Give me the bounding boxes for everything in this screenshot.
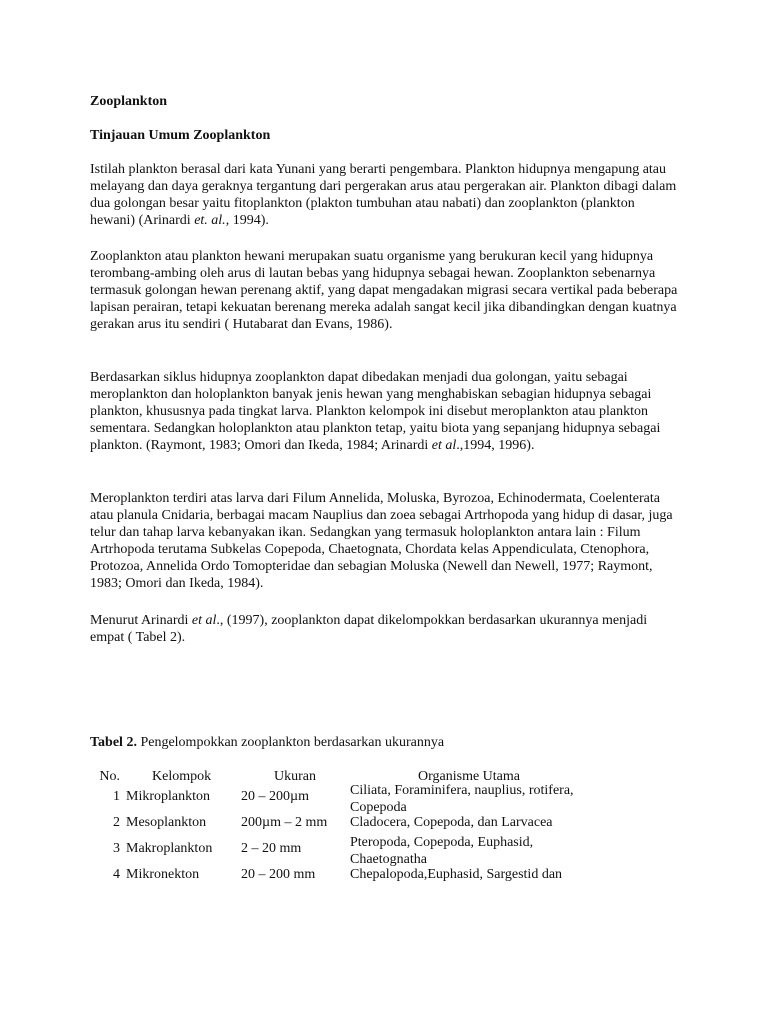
table-row	[90, 783, 690, 815]
cell-no: 4	[113, 867, 120, 882]
paragraph-5	[90, 612, 682, 646]
table-row	[90, 835, 690, 867]
cell-ukuran: 200µm – 2 mm	[241, 815, 328, 830]
paragraph-3-italic: et al	[431, 438, 457, 453]
cell-kelompok: Mikroplankton	[126, 789, 210, 804]
paragraph-3	[90, 369, 682, 454]
header-kelompok: Kelompok	[152, 769, 212, 784]
table-caption-label: Tabel 2.	[90, 735, 137, 750]
header-organisme: Organisme Utama	[418, 769, 520, 784]
table-caption	[90, 734, 682, 751]
paragraph-5-text: Menurut Arinardi	[90, 613, 192, 628]
paragraph-2: Zooplankton atau plankton hewani merupakan suatu organisme yang berukuran kecil yang hidupnya terombang-ambing oleh arus di lautan bebas yang hidupnya sebagai hewan. Zooplankton sebenarnya termasuk golongan hewan perenang aktif, yang dapat mengadakan migrasi secara vertikal pada beberapa lapisan perairan, tetapi kekuatan berenang mereka adalah sangat kecil jika dibandingkan dengan kuatnya gerakan arus itu sendiri ( Hutabarat dan Evans, 1986).	[90, 249, 678, 332]
paragraph-3-text: Berdasarkan siklus hidupnya zooplankton dapat dibedakan menjadi dua golongan, yaitu sebagai meroplankton dan holoplankton banyak jenis hewan yang menghabiskan sebagian hidupnya sebagai plankton, khususnya pada tingkat larva. Plankton kelompok ini disebut meroplankton atau plankton sementara. Sedangkan holoplankton atau plankton tetap, yaitu biota yang sepanjang hidupnya sebagai plankton. (Raymont, 1983; Omori dan Ikeda, 1984; Arinardi	[90, 370, 661, 453]
cell-ukuran: 20 – 200µm	[241, 789, 309, 804]
document-title: Zooplankton	[90, 94, 168, 109]
paragraph-3-tail: .,1994, 1996).	[456, 438, 535, 453]
cell-kelompok: Mikronekton	[126, 867, 200, 882]
paragraph-1	[90, 161, 682, 229]
table-caption-text: Pengelompokkan zooplankton berdasarkan ukurannya	[136, 735, 445, 750]
paragraph-5-tail: ., (1997), zooplankton dapat dikelompokkan berdasarkan ukurannya menjadi empat ( Tabel 2).	[90, 613, 648, 645]
paragraph-4: Meroplankton terdiri atas larva dari Filum Annelida, Moluska, Byrozoa, Echinodermata, Coelenterata atau planula Cnidaria, berbagai macam Nauplius dan zoea sebagai Artrhopoda yang hidup di dasar, juga telur dan tahap larva kebanyakan ikan. Sedangkan yang termasuk holoplankton antara lain : Filum Artrhopoda terutama Subkelas Copepoda, Chaetognata, Chordata kelas Appendiculata, Ctenophora, Protozoa, Annelida Ordo Tomopteridae dan sebagian Moluska (Newell dan Newell, 1977; Raymont, 1983; Omori dan Ikeda, 1984).	[90, 491, 673, 591]
section-heading: Tinjauan Umum Zooplankton	[90, 128, 271, 143]
paragraph-1-tail: , 1994).	[225, 213, 269, 228]
cell-organisme: Cladocera, Copepoda, dan Larvacea	[350, 815, 553, 830]
cell-no: 2	[113, 815, 120, 830]
zooplankton-size-table	[90, 768, 690, 890]
table-row	[90, 864, 690, 890]
paragraph-5-italic: et al	[191, 613, 217, 628]
header-no: No.	[99, 769, 120, 784]
header-ukuran: Ukuran	[274, 769, 316, 784]
cell-no: 1	[113, 789, 120, 804]
paragraph-1-italic: et. al.	[194, 213, 226, 228]
cell-kelompok: Makroplankton	[126, 841, 213, 856]
cell-ukuran: 2 – 20 mm	[241, 841, 302, 856]
cell-no: 3	[113, 841, 120, 856]
cell-organisme: Pteropoda, Copepoda, Euphasid, Chaetognatha	[350, 835, 534, 867]
cell-organisme: Chepalopoda,Euphasid, Sargestid dan	[350, 867, 563, 882]
paragraph-1-text: Istilah plankton berasal dari kata Yunani yang berarti pengembara. Plankton hidupnya mengapung atau melayang dan daya geraknya tergantung dari pergerakan arus atau pergerakan air. Plankton dibagi dalam dua golongan besar yaitu fitoplankton (plakton tumbuhan atau nabati) dan zooplankton (plankton hewani) (Arinardi	[90, 162, 677, 228]
cell-organisme: Ciliata, Foraminifera, nauplius, rotifera, Copepoda	[350, 783, 574, 815]
cell-kelompok: Mesoplankton	[126, 815, 207, 830]
cell-ukuran: 20 – 200 mm	[241, 867, 316, 882]
